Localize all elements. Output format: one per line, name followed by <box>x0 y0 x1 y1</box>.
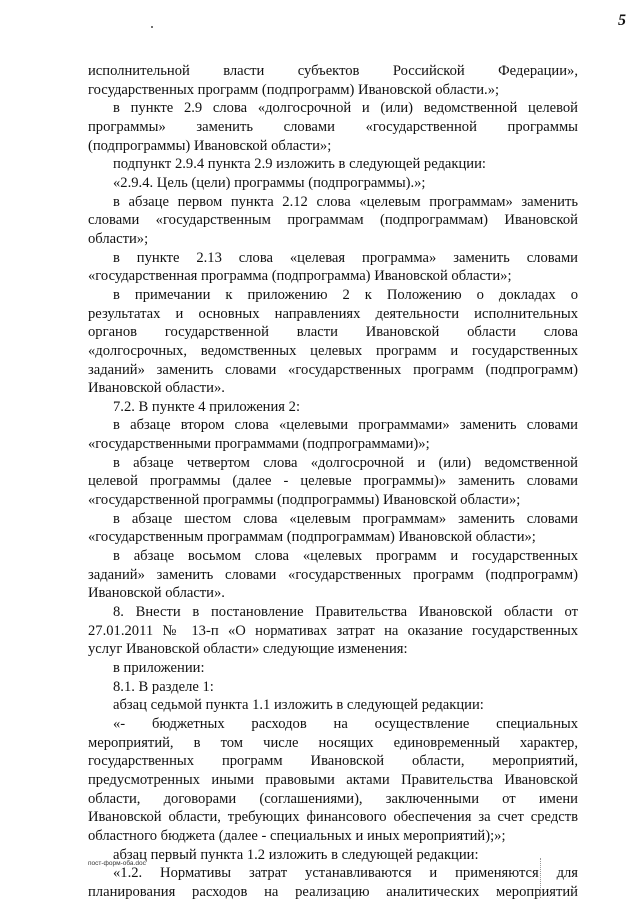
text-line: 8.1. В разделе 1: <box>113 678 214 695</box>
text-line: областного бюджета (далее - специальных и иных мероприятий);»; <box>88 827 506 844</box>
text-line: 7.2. В пункте 4 приложения 2: <box>113 398 301 415</box>
text-line: в примечании к приложению 2 к Положению о докладах о <box>113 286 578 303</box>
text-line: «2.9.4. Цель (цели) программы (подпрограммы).»; <box>113 174 426 191</box>
document-body <box>88 62 578 902</box>
text-line: абзац седьмой пункта 1.1 изложить в следующей редакции: <box>113 697 484 714</box>
text-line: результатах и основных направлениях деятельности исполнительных <box>88 305 578 322</box>
page-number: 5 <box>618 12 626 29</box>
text-line: Ивановской области». <box>88 380 225 397</box>
text-line: 27.01.2011 № 13-п «О нормативах затрат на оказание государственных <box>88 622 578 639</box>
text-line: «государственной программы (подпрограммы) Ивановской области»; <box>88 492 521 509</box>
text-line: целевой программы (далее - целевые программы)» заменить словами <box>88 473 578 490</box>
text-line: «государственными программами (подпрограммами)»; <box>88 436 430 453</box>
text-line: «государственным программам (подпрограммам) Ивановской области»; <box>88 529 536 546</box>
text-line: заданий» заменить словами «государственных программ (подпрограмм) <box>88 566 578 583</box>
text-line: в абзаце шестом слова «целевым программам» заменить словами <box>113 510 578 527</box>
margin-marks <box>540 858 545 898</box>
text-line: Ивановской области, требующих финансового обеспечения за счет средств <box>88 809 578 826</box>
text-line: «долгосрочных, ведомственных целевых программ и государственных <box>88 342 578 359</box>
text-line: подпункт 2.9.4 пункта 2.9 изложить в следующей редакции: <box>113 156 486 173</box>
text-line: области»; <box>88 230 149 247</box>
text-line: государственных программ Ивановской области, мероприятий, <box>88 753 578 770</box>
text-line: мероприятий, в том числе носящих единовременный характер, <box>88 734 578 751</box>
text-line: планирования расходов на реализацию аналитических мероприятий <box>88 883 578 900</box>
text-line: в приложении: <box>113 660 205 676</box>
text-line: исполнительной власти субъектов Российской Федерации», <box>88 63 578 79</box>
text-line: «- бюджетных расходов на осуществление специальных <box>113 715 578 732</box>
text-line: (подпрограммы) Ивановской области»; <box>88 137 332 154</box>
text-line: Ивановской области». <box>88 585 225 602</box>
text-line: органов государственной власти Ивановской области слова <box>88 324 578 341</box>
scan-speck <box>151 26 153 28</box>
text-line: в абзаце первом пункта 2.12 слова «целевым программам» заменить <box>113 193 578 210</box>
text-line: заданий» заменить словами «государственных программ (подпрограмм) <box>88 361 578 378</box>
text-line: в абзаце восьмом слова «целевых программ и государственных <box>113 548 578 565</box>
text-line: в пункте 2.9 слова «долгосрочной и (или) ведомственной целевой <box>113 100 578 117</box>
text-line: области, договорами (соглашениями), заключенными от имени <box>88 790 578 807</box>
footer-file-code: пост-форм-оба.doc <box>88 860 146 867</box>
text-line: в абзаце втором слова «целевыми программами» заменить словами <box>113 417 578 434</box>
text-line: в пункте 2.13 слова «целевая программа» заменить словами <box>113 249 578 266</box>
text-line: словами «государственным программам (подпрограммам) Ивановской <box>88 212 578 229</box>
text-line: услуг Ивановской области» следующие изменения: <box>88 641 408 658</box>
text-line: программы» заменить словами «государственной программы <box>88 118 578 135</box>
text-line: «государственная программа (подпрограмма) Ивановской области»; <box>88 268 512 285</box>
text-line: государственных программ (подпрограмм) Ивановской области.»; <box>88 81 500 98</box>
text-line: абзац первый пункта 1.2 изложить в следующей редакции: <box>113 846 479 863</box>
text-line: 8. Внести в постановление Правительства Ивановской области от <box>113 604 578 621</box>
text-line: «1.2. Нормативы затрат устанавливаются и применяются для <box>113 865 578 882</box>
text-line: в абзаце четвертом слова «долгосрочной и (или) ведомственной <box>113 454 578 471</box>
text-line: предусмотренных иными правовыми актами Правительства Ивановской <box>88 771 578 788</box>
